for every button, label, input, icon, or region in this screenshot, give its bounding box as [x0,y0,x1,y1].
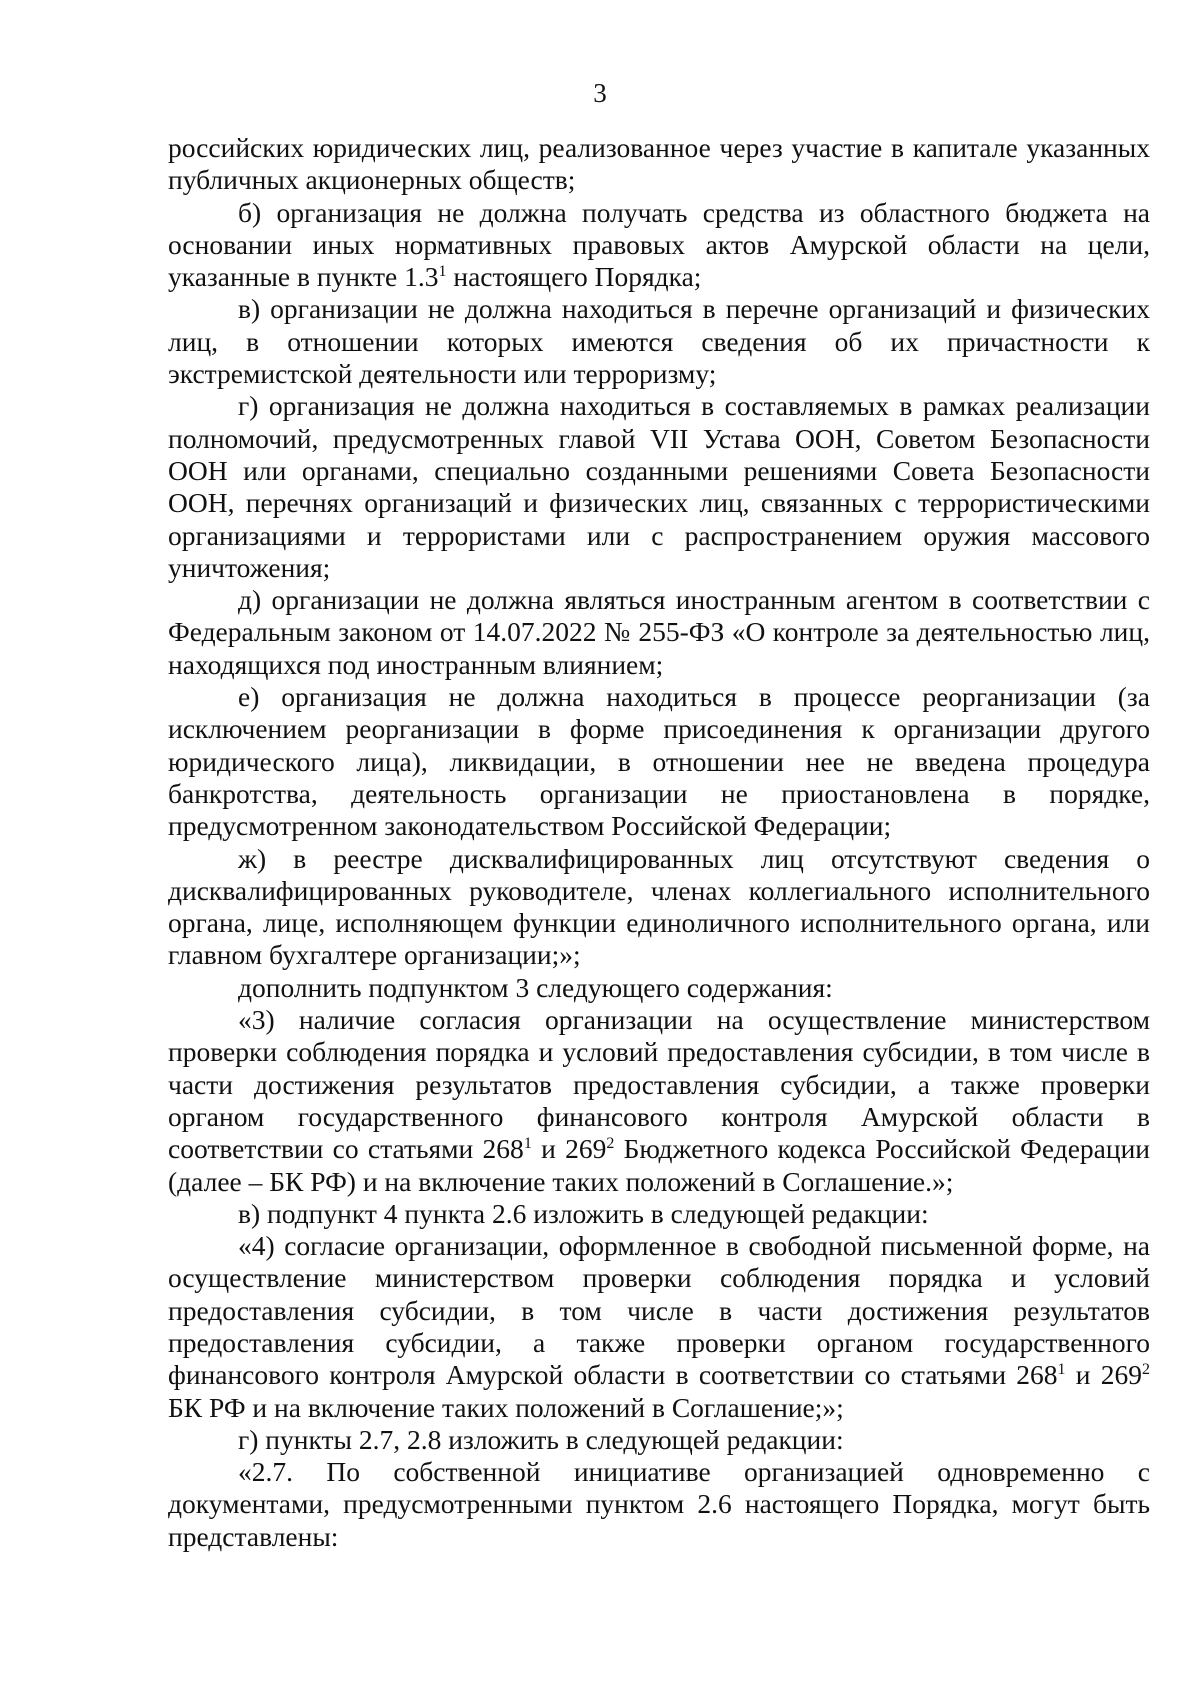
page-number: 3 [593,78,607,108]
paragraph-item-v: в) организации не должна находиться в перечне организаций и физических лиц, в отношении которых имеются сведения об их причастности к экстремистской деятельности или терроризму; [168,293,1150,390]
paragraph-text: и 269 [1065,1359,1142,1391]
superscript: 1 [438,263,447,281]
paragraph-item-e: е) организация не должна находиться в процессе реорганизации (за исключением реорганизации в форме присоединения к организации другого юридического лица), ликвидации, в отношении нее не введена процедура банкротства, деятельность организации не приостановлена в порядке, предусмотренном законодательством Российской Федерации; [168,681,1150,842]
paragraph-section-2-7: «2.7. По собственной инициативе организацией одновременно с документами, предусмотренными пунктом 2.6 настоящего Порядка, могут быть представлены: [168,1456,1150,1552]
superscript: 2 [606,1135,615,1153]
document-body [168,132,1150,1553]
paragraph-text: настоящего Порядка; [446,261,702,293]
superscript: 1 [523,1135,532,1153]
paragraph-subitem-3 [168,1004,1150,1198]
superscript: 1 [1057,1361,1066,1379]
paragraph-amendment-v: в) подпункт 4 пункта 2.6 изложить в следующей редакции: [238,1197,929,1229]
paragraph-item-d: д) организации не должна являться иностранным агентом в соответствии с Федеральным законом от 14.07.2022 № 255-ФЗ «О контроле за деятельностью лиц, находящихся под иностранным влиянием; [168,584,1150,680]
paragraph-item-g: г) организация не должна находиться в составляемых в рамках реализации полномочий, предусмотренных главой VII Устава ООН, Советом Безопасности ООН или органами, специально созданными решениями Совета Безопасности ООН, перечнях организаций и физических лиц, связанных с террористическими организациями и террористами или с распространением оружия массового уничтожения; [168,390,1150,583]
paragraph-text: б) организация не должна получать средства из областного бюджета на основании иных нормативных правовых актов Амурской области на цели, указанные в пункте 1.3 [168,196,1150,293]
superscript: 2 [1142,1361,1150,1379]
paragraph-subitem-4 [168,1230,1150,1424]
paragraph-amendment-intro: дополнить подпунктом 3 следующего содержания: [238,971,833,1003]
paragraph-text: «4) согласие организации, оформленное в свободной письменной форме, на осуществление министерством проверки соблюдения порядка и условий предоставления субсидии, в том числе в части достижения результатов предоставления субсидии, а также проверки органом государственного финансового контроля Амурской области в соответствии со статьями 268 [168,1230,1150,1391]
paragraph-text: Бюджетного кодекса Российской Федерации (далее – БК РФ) и на включение таких положений в Соглашение.»; [168,1133,1150,1197]
paragraph-text: и 269 [531,1133,607,1165]
paragraph-amendment-g: г) пункты 2.7, 2.8 изложить в следующей редакции: [238,1423,844,1455]
paragraph-text: БК РФ и на включение таких положений в Соглашение;»; [168,1391,844,1423]
paragraph-text: «3) наличие согласия организации на осуществление министерством проверки соблюдения порядка и условий предоставления субсидии, в том числе в части достижения результатов предоставления субсидии, а также проверки органом государственного финансового контроля Амурской области в соответствии со статьями 268 [168,1004,1150,1165]
paragraph-continuation: российских юридических лиц, реализованное через участие в капитале указанных публичных акционерных обществ; [168,132,1150,196]
paragraph-item-zh: ж) в реестре дисквалифицированных лиц отсутствуют сведения о дисквалифицированных руководителе, членах коллегиального исполнительного органа, лице, исполняющем функции единоличного исполнительного органа, или главном бухгалтере организации;»; [168,842,1150,971]
paragraph-item-b [168,197,1150,294]
